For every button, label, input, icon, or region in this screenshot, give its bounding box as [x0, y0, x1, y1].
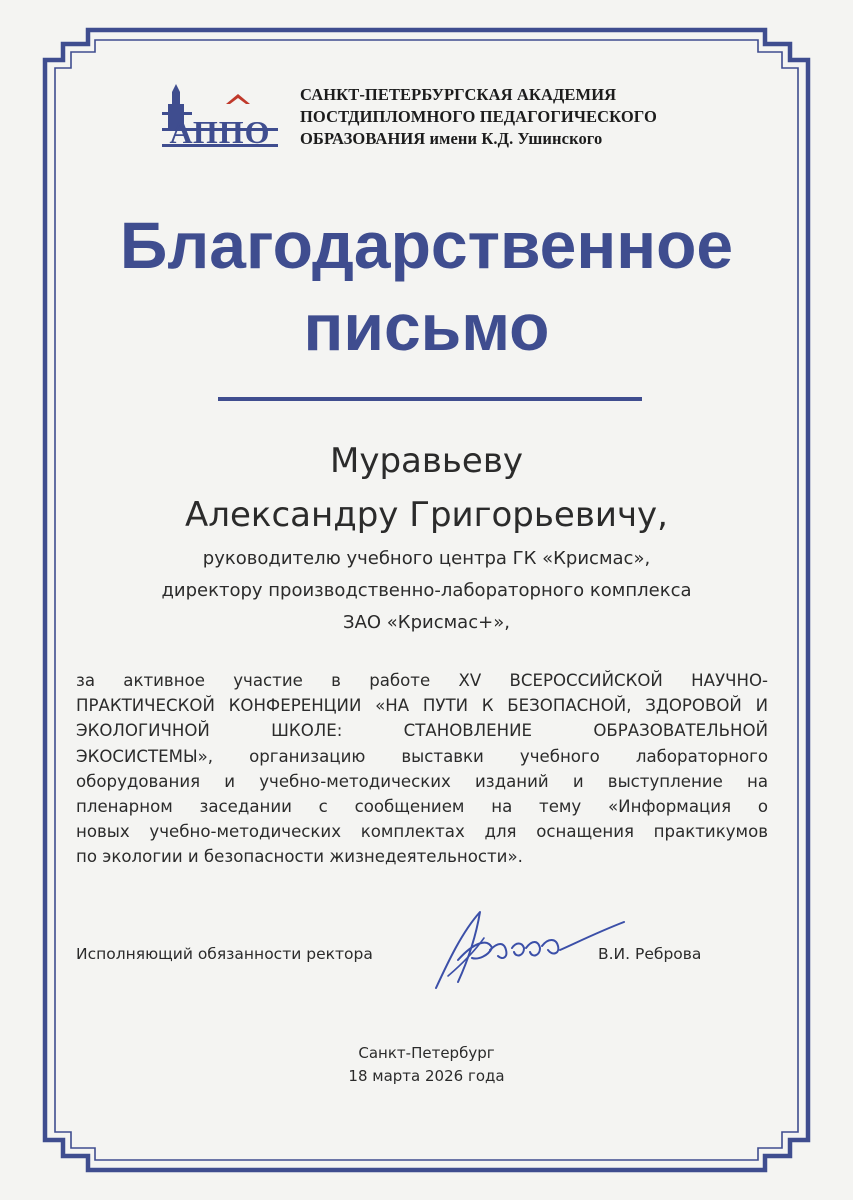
gratitude-text-line: пленарном заседании с сообщением на тему «Информация о: [76, 797, 768, 817]
gratitude-text-line: ЭКОЛОГИЧНОЙ ШКОЛЕ: СТАНОВЛЕНИЕ ОБРАЗОВАТЕЛЬНОЙ: [76, 721, 768, 741]
gratitude-text-line: по экологии и безопасности жизнедеятельности».: [76, 847, 523, 867]
gratitude-text-line: за активное участие в работе XV ВСЕРОССИЙСКОЙ НАУЧНО-: [76, 671, 768, 690]
title-line-1: Благодарственное: [119, 208, 734, 282]
gratitude-text-line: новых учебно-методических комплектах для оснащения практикумов: [76, 822, 768, 842]
gratitude-text: [76, 668, 768, 870]
academy-name-line: ПОСТДИПЛОМНОГО ПЕДАГОГИЧЕСКОГО: [300, 107, 657, 126]
gratitude-text-line: оборудования и учебно-методических изданий и выступление на: [76, 771, 768, 791]
academy-name-line: ОБРАЗОВАНИЯ имени К.Д. Ушинского: [300, 129, 603, 148]
academy-logo: [160, 82, 280, 148]
recipient-position-line: ЗАО «Крисмас+»,: [343, 612, 510, 633]
recipient-surname: Муравьеву: [329, 441, 524, 481]
title-divider: [218, 397, 642, 401]
recipient-name: Александру Григорьевичу,: [185, 495, 668, 535]
svg-text:АППО: АППО: [169, 114, 271, 148]
header: [160, 82, 720, 154]
title-line-2: письмо: [303, 290, 550, 364]
issue-city: Санкт-Петербург: [358, 1044, 495, 1062]
signatory-name: В.И. Реброва: [598, 945, 702, 963]
recipient-position-line: директору производственно-лабораторного комплекса: [161, 580, 692, 601]
issue-date: 18 марта 2026 года: [348, 1067, 505, 1085]
academy-name: [300, 84, 720, 150]
signatory-role: Исполняющий обязанности ректора: [76, 945, 373, 963]
gratitude-text-line: ЭКОСИСТЕМЫ», организацию выставки учебного лабораторного: [76, 746, 768, 766]
recipient-position-line: руководителю учебного центра ГК «Крисмас»,: [202, 548, 651, 569]
academy-name-line: САНКТ-ПЕТЕРБУРГСКАЯ АКАДЕМИЯ: [300, 85, 617, 104]
gratitude-text-line: ПРАКТИЧЕСКОЙ КОНФЕРЕНЦИИ «НА ПУТИ К БЕЗОПАСНОЙ, ЗДОРОВОЙ И: [76, 696, 768, 716]
